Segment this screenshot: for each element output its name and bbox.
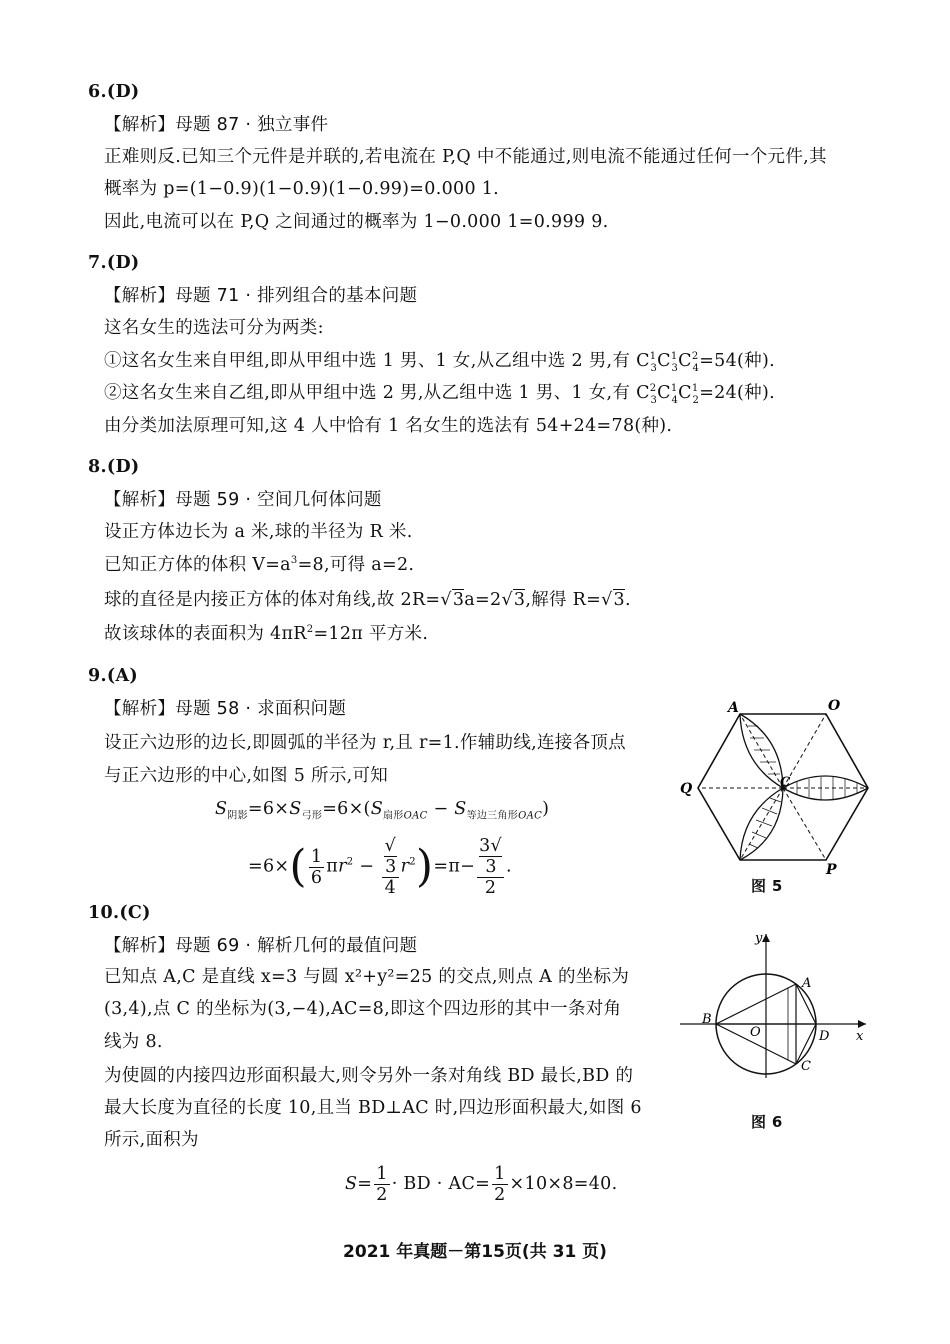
q10-line6: 所示,面积为 [104, 1130, 199, 1150]
fig6-label-d: D [819, 1029, 830, 1044]
q6-line1: 正难则反.已知三个元件是并联的,若电流在 P,Q 中不能通过,则电流不能通过任何一个元件,其 [104, 147, 827, 167]
q9-number: 9.(A) [88, 666, 138, 686]
fig6-label-c: C [801, 1059, 811, 1074]
q8-tag: 【解析】母题 59 · 空间几何体问题 [104, 490, 382, 510]
fig6-label-x: x [856, 1029, 864, 1044]
q8-line3: 球的直径是内接正方体的体对角线,故 2R=√3a=2√3,解得 R=√3. [104, 590, 631, 610]
q6-line2: 概率为 p=(1−0.9)(1−0.9)(1−0.99)=0.000 1. [104, 179, 500, 199]
q10-line3: 线为 8. [104, 1032, 163, 1052]
fig5-label-p: P [826, 862, 837, 878]
figure-5-caption: 图 5 [751, 877, 783, 895]
q9-equation2: =6×( $\frac{1}{6}$ $\pi r^2$ − √ 3 4 $r^2)=\pi-$ 3√ 3 2 . [248, 836, 512, 898]
q8-line1: 设正方体边长为 a 米,球的半径为 R 米. [104, 522, 413, 542]
fig5-label-a: A [728, 700, 739, 716]
q7-line1: 这名女生的选法可分为两类: [104, 318, 324, 338]
petal-arcs [740, 714, 868, 860]
q9-tag: 【解析】母题 58 · 求面积问题 [104, 699, 347, 719]
q6-line3: 因此,电流可以在 P,Q 之间通过的概率为 1−0.000 1=0.999 9. [104, 212, 609, 232]
q7-line2: ①这名女生来自甲组,即从甲组中选 1 男、1 女,从乙组中选 2 男,有 $C^1_3C^1_3C^2_4=54$(种). [104, 351, 775, 374]
q7-number: 7.(D) [88, 253, 140, 273]
figure-6-circle [676, 928, 876, 1108]
q10-line5: 最大长度为直径的长度 10,且当 BD⊥AC 时,四边形面积最大,如图 6 [104, 1098, 642, 1118]
fig5-label-o: O [828, 698, 841, 714]
figure-6-caption: 图 6 [751, 1113, 783, 1131]
q7-line3: ②这名女生来自乙组,即从甲组中选 2 男,从乙组中选 1 男、1 女,有 $C^2_3C^1_4C^1_2=24$(种). [104, 383, 775, 406]
q8-line4: 故该球体的表面积为 $4\pi R^2=12\pi$ 平方米. [104, 624, 429, 644]
q8-number: 8.(D) [88, 457, 140, 477]
q6-number: 6.(D) [88, 82, 140, 102]
fig6-label-a: A [802, 976, 812, 991]
q7-tag: 【解析】母题 71 · 排列组合的基本问题 [104, 286, 418, 306]
y-axis-arrow [762, 934, 770, 942]
fig5-label-q: Q [680, 781, 693, 797]
q10-line2: (3,4),点 C 的坐标为(3,−4),AC=8,即这个四边形的其中一条对角 [104, 999, 622, 1019]
q9-line1: 设正六边形的边长,即圆弧的半径为 r,且 r=1.作辅助线,连接各顶点 [104, 733, 626, 753]
fig6-label-o: O [750, 1025, 761, 1040]
figure-5-hexagon [672, 694, 882, 894]
q10-number: 10.(C) [88, 903, 151, 923]
x-axis-arrow [858, 1020, 866, 1028]
petal-hatching [748, 726, 857, 848]
q9-line2: 与正六边形的中心,如图 5 所示,可知 [104, 766, 389, 786]
q9-equation1: $S_{阴影}=6\times S_{弓形}=6\times(S_{扇形OAC} - S_{等边三角形OAC})$ [215, 799, 550, 822]
q10-line4: 为使圆的内接四边形面积最大,则令另外一条对角线 BD 最长,BD 的 [104, 1066, 634, 1086]
q10-tag: 【解析】母题 69 · 解析几何的最值问题 [104, 936, 418, 956]
q8-line2: 已知正方体的体积 $V=a^3=8$,可得 a=2. [104, 555, 415, 575]
page-footer: 2021 年真题－第15页(共 31 页) [343, 1242, 607, 1262]
fig6-label-y: y [755, 931, 763, 946]
q10-equation: S= $\frac{1}{2}$ · BD · AC= $\frac{1}{2}$ ×10×8=40. [345, 1164, 618, 1205]
q6-tag: 【解析】母题 87 · 独立事件 [104, 115, 329, 135]
fig5-label-c: C [780, 775, 791, 790]
fig6-label-b: B [702, 1012, 712, 1027]
q10-line1: 已知点 A,C 是直线 x=3 与圆 x²+y²=25 的交点,则点 A 的坐标为 [104, 967, 630, 987]
q7-line4: 由分类加法原理可知,这 4 人中恰有 1 名女生的选法有 54+24=78(种). [104, 416, 673, 436]
